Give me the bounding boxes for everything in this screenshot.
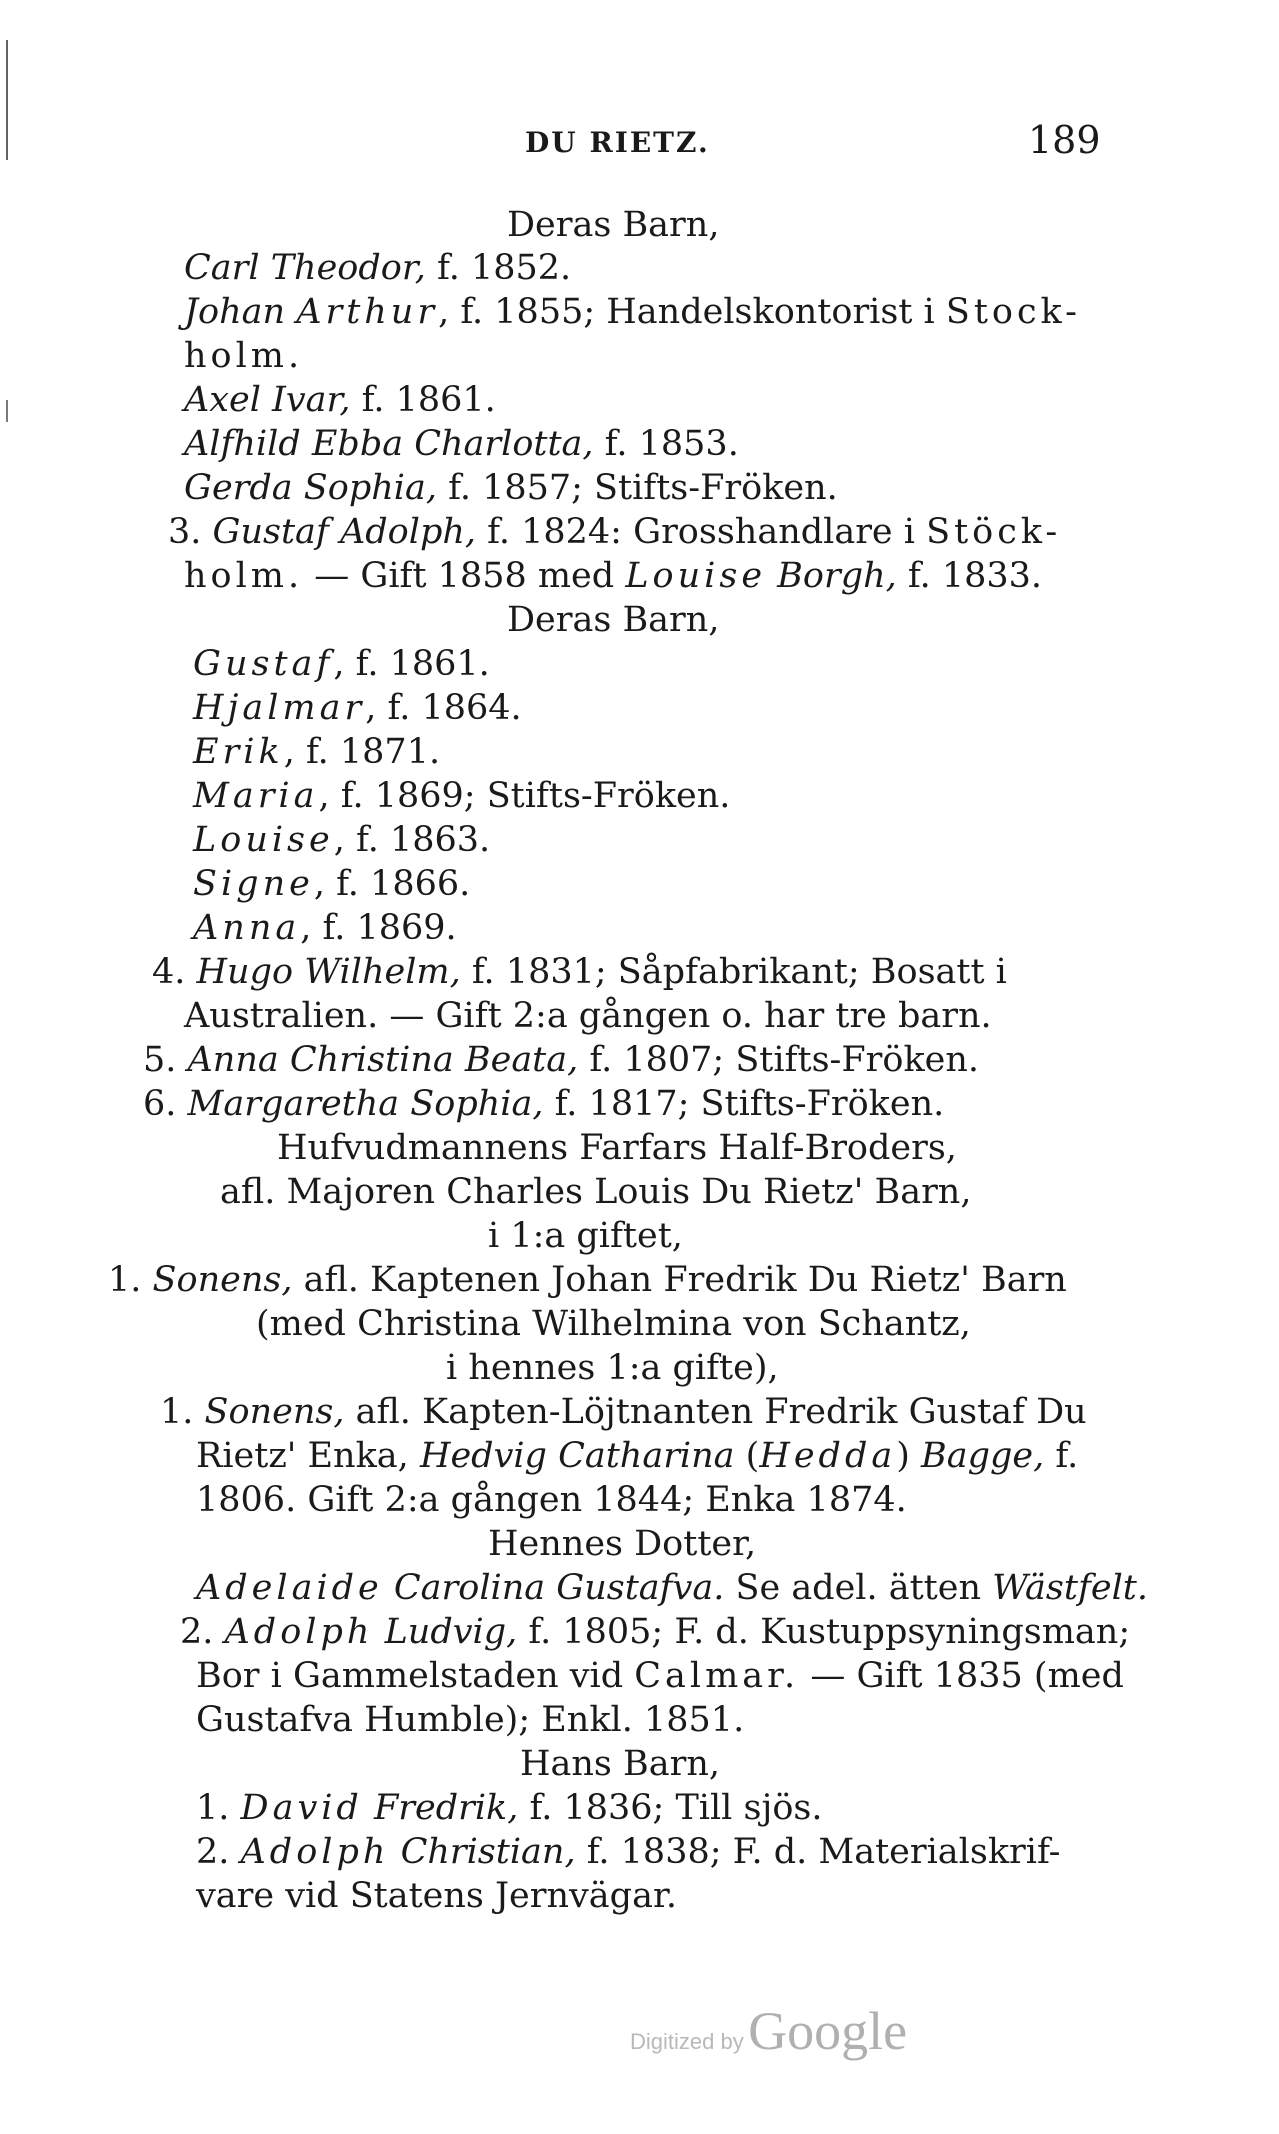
text-segment: , f. 1864. <box>365 688 522 728</box>
text-segment: (med Christina Wilhelmina von Schantz, <box>256 1304 971 1344</box>
text-segment: Stock- <box>945 292 1081 332</box>
italic-name-segment: Gustaf Adolph, <box>212 512 477 552</box>
text-segment: afl. Kapten-Löjtnanten Fredrik Gustaf Du <box>344 1392 1087 1432</box>
italic-name-segment: Hugo Wilhelm, <box>196 952 461 992</box>
text-segment: f. 1807; Stifts-Fröken. <box>578 1040 980 1080</box>
text-segment: f. 1805; F. d. Kustuppsyningsman; <box>517 1612 1131 1652</box>
italic-name-segment: Anna <box>193 908 301 948</box>
italic-name-segment: Maria <box>193 776 319 816</box>
text-line <box>193 776 730 816</box>
italic-name-segment: Margaretha Sophia, <box>187 1084 544 1124</box>
text-segment: 6. <box>143 1084 188 1124</box>
text-line <box>184 556 1042 596</box>
text-segment: Australien. — Gift 2:a gången o. har tre barn. <box>184 996 992 1036</box>
italic-name-segment: Sonens, <box>152 1260 293 1300</box>
text-segment: Deras Barn, <box>507 205 720 245</box>
text-segment: Gustafva Humble); Enkl. 1851. <box>196 1700 745 1740</box>
text-line <box>184 248 571 288</box>
text-line <box>196 1876 677 1916</box>
text-segment: f. 1824: Grosshandlare i <box>476 512 927 552</box>
text-line <box>507 600 719 640</box>
italic-name-segment: Bagge, <box>921 1436 1045 1476</box>
text-segment: , f. 1866. <box>313 864 471 904</box>
page-header <box>0 118 1279 168</box>
text-segment: Hennes Dotter, <box>488 1524 757 1564</box>
text-line <box>196 1436 1078 1476</box>
text-segment: 1. <box>196 1788 241 1828</box>
text-segment: holm. <box>184 556 304 596</box>
italic-name-segment: Signe <box>193 864 314 904</box>
text-segment: , f. 1855; Handelskontorist i <box>438 292 946 332</box>
text-line <box>193 644 490 684</box>
italic-name-segment: Adolph <box>224 1612 374 1652</box>
text-line <box>193 908 457 948</box>
watermark-prefix: Digitized by <box>630 2029 744 2054</box>
italic-name-segment: Wästfelt. <box>992 1568 1149 1608</box>
text-segment: 2. <box>180 1612 225 1652</box>
italic-name-segment: Erik <box>193 732 284 772</box>
italic-name-segment: Borgh, <box>766 556 897 596</box>
text-segment: f. 1857; Stifts-Fröken. <box>436 468 838 508</box>
scan-edge-tick <box>6 400 8 422</box>
text-line <box>193 820 490 860</box>
text-segment: f. 1861. <box>350 380 496 420</box>
text-segment: Hufvudmannens Farfars Half-Broders, <box>277 1128 957 1168</box>
text-line <box>168 512 1061 552</box>
text-segment: Rietz' Enka, <box>196 1436 420 1476</box>
page-number: 189 <box>1028 118 1101 162</box>
text-segment: , f. 1869. <box>300 908 457 948</box>
text-line <box>152 952 1007 992</box>
text-segment: afl. Kaptenen Johan Fredrik Du Rietz' Barn <box>292 1260 1067 1300</box>
italic-name-segment: Fredrik, <box>362 1788 519 1828</box>
italic-name-segment: Carl Theodor, <box>184 248 426 288</box>
text-segment: afl. Majoren Charles Louis Du Rietz' Barn, <box>220 1172 972 1212</box>
text-segment: , f. 1863. <box>333 820 491 860</box>
text-segment: f. 1853. <box>593 424 739 464</box>
text-segment: Calmar. <box>634 1656 800 1696</box>
text-segment: ( <box>734 1436 760 1476</box>
watermark-brand: Google <box>748 2001 908 2061</box>
text-segment: i hennes 1:a gifte), <box>446 1348 779 1388</box>
text-segment: , f. 1861. <box>333 644 490 684</box>
italic-name-segment: Gustaf <box>193 644 334 684</box>
text-line <box>446 1348 779 1388</box>
text-line <box>196 1832 1061 1872</box>
text-segment: f. <box>1044 1436 1079 1476</box>
italic-name-segment: Adelaide <box>196 1568 383 1608</box>
italic-name-segment: Louise <box>193 820 334 860</box>
italic-name-segment: Louise <box>625 556 767 596</box>
text-segment: i 1:a giftet, <box>488 1216 683 1256</box>
text-line <box>277 1128 957 1168</box>
text-line <box>184 380 496 420</box>
text-line <box>184 996 992 1036</box>
running-title: DU RIETZ. <box>525 126 710 159</box>
text-line <box>193 732 440 772</box>
italic-name-segment: Gerda Sophia, <box>184 468 437 508</box>
text-segment: , f. 1869; Stifts-Fröken. <box>318 776 731 816</box>
text-line <box>196 1700 744 1740</box>
text-segment: 1. <box>160 1392 205 1432</box>
italic-name-segment: Carolina Gustafva. <box>382 1568 725 1608</box>
text-segment: 5. <box>143 1040 188 1080</box>
italic-name-segment: Axel Ivar, <box>184 380 351 420</box>
text-line <box>184 424 739 464</box>
text-line <box>184 336 303 376</box>
text-segment: f. 1833. <box>896 556 1043 596</box>
text-line <box>196 1788 822 1828</box>
italic-name-segment: Hedvig Catharina <box>419 1436 735 1476</box>
italic-name-segment: Hedda <box>759 1436 897 1476</box>
text-segment: f. 1838; F. d. Materialskrif- <box>575 1832 1061 1872</box>
text-line <box>520 1744 720 1784</box>
text-line <box>143 1084 944 1124</box>
text-line <box>108 1260 1067 1300</box>
text-segment: vare vid Statens Jernvägar. <box>196 1876 677 1916</box>
italic-name-segment: Anna Christina Beata, <box>187 1040 579 1080</box>
text-line <box>160 1392 1087 1432</box>
text-segment: — Gift 1858 med <box>303 556 626 596</box>
text-segment: f. 1852. <box>425 248 572 288</box>
text-line <box>488 1524 756 1564</box>
text-segment: 1806. Gift 2:a gången 1844; Enka 1874. <box>196 1480 907 1520</box>
italic-name-segment: Adolph <box>240 1832 390 1872</box>
italic-name-segment: Ludvig, <box>373 1612 518 1652</box>
italic-name-segment: Alfhild Ebba Charlotta, <box>184 424 594 464</box>
italic-name-segment: Arthur <box>296 292 439 332</box>
text-segment: f. 1836; Till sjös. <box>518 1788 823 1828</box>
text-segment: ) <box>896 1436 922 1476</box>
text-segment: Bor i Gammelstaden vid <box>196 1656 635 1696</box>
text-segment: f. 1831; Såpfabrikant; Bosatt i <box>460 952 1007 992</box>
text-line <box>184 468 838 508</box>
text-line <box>184 292 1081 332</box>
italic-name-segment: David <box>240 1788 363 1828</box>
text-segment: Deras Barn, <box>507 600 720 640</box>
text-line <box>180 1612 1130 1652</box>
text-segment: Hans Barn, <box>520 1744 721 1784</box>
text-line <box>193 864 470 904</box>
text-line <box>196 1656 1124 1696</box>
text-line <box>196 1480 907 1520</box>
text-segment: — Gift 1835 (med <box>799 1656 1124 1696</box>
italic-name-segment: Johan <box>184 292 297 332</box>
text-segment: 3. <box>168 512 213 552</box>
text-segment: f. 1817; Stifts-Fröken. <box>543 1084 945 1124</box>
text-line <box>193 688 522 728</box>
text-line <box>220 1172 971 1212</box>
text-line <box>196 1568 1148 1608</box>
text-segment: Se adel. ätten <box>724 1568 993 1608</box>
italic-name-segment: Christian, <box>389 1832 576 1872</box>
text-line <box>256 1304 971 1344</box>
text-line <box>143 1040 979 1080</box>
text-segment: Stöck- <box>926 512 1062 552</box>
text-segment: 4. <box>152 952 197 992</box>
italic-name-segment: Hjalmar <box>193 688 366 728</box>
text-segment: holm. <box>184 336 304 376</box>
text-line <box>488 1216 683 1256</box>
digitization-watermark <box>630 2000 907 2062</box>
text-segment: 1. <box>108 1260 153 1300</box>
text-line <box>507 205 719 245</box>
text-segment: , f. 1871. <box>283 732 441 772</box>
italic-name-segment: Sonens, <box>204 1392 345 1432</box>
text-segment: 2. <box>196 1832 241 1872</box>
